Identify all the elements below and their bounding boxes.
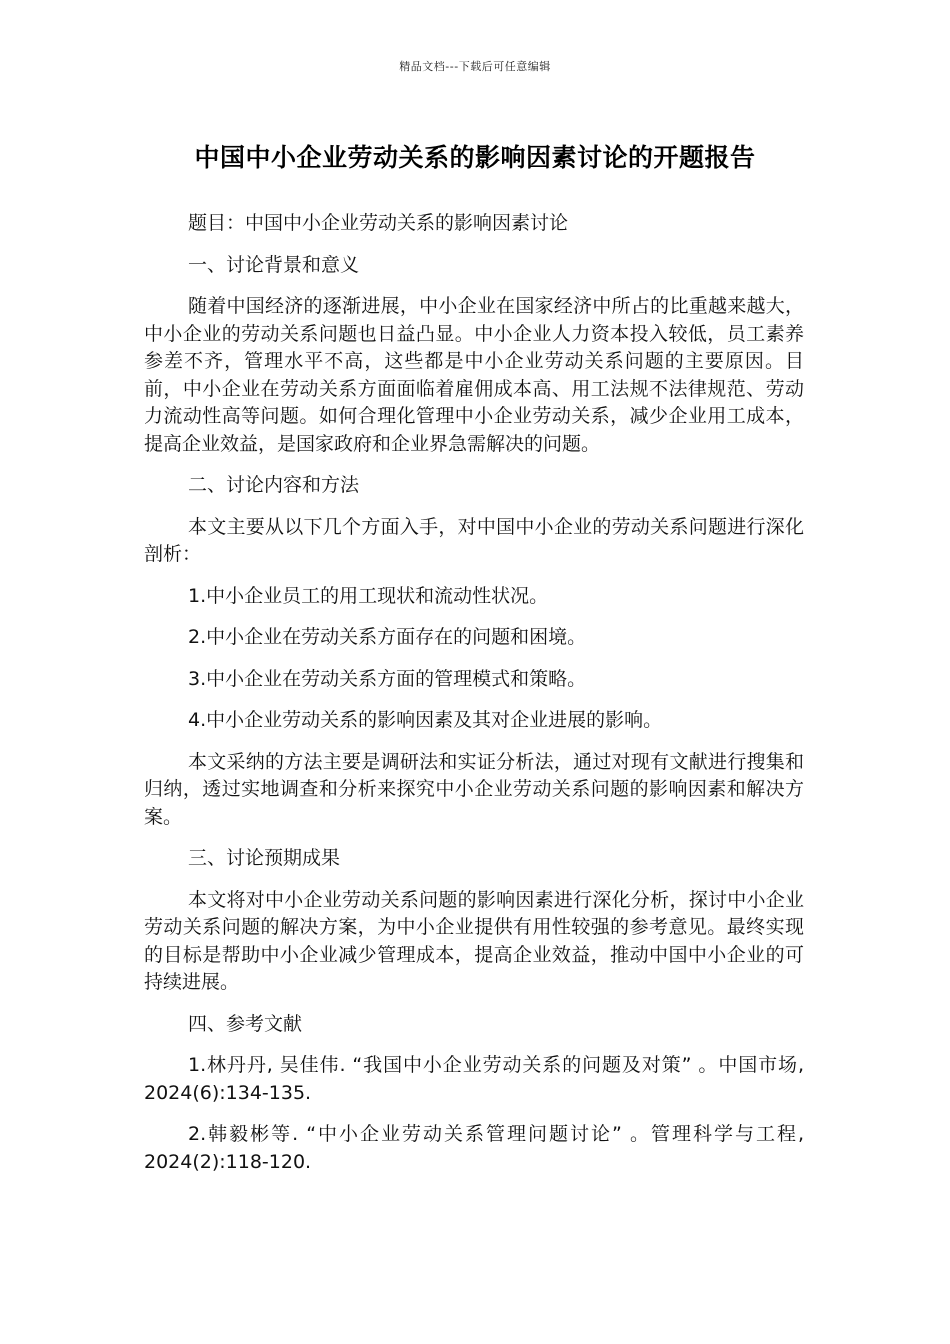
topic-line: 题目：中国中小企业劳动关系的影响因素讨论 <box>188 212 569 234</box>
header-note: 精品文档---下载后可任意编辑 <box>399 60 551 73</box>
content-item-2: 2.中小企业在劳动关系方面存在的问题和困境。 <box>188 626 587 648</box>
section-heading-expected-results: 三、讨论预期成果 <box>188 847 341 869</box>
content-item-3: 3.中小企业在劳动关系方面的管理模式和策略。 <box>188 667 587 690</box>
document-body <box>144 210 804 1190</box>
content-item-1: 1.中小企业员工的用工现状和流动性状况。 <box>188 584 549 607</box>
document-title: 中国中小企业劳动关系的影响因素讨论的开题报告 <box>194 143 756 172</box>
content-item-4: 4.中小企业劳动关系的影响因素及其对企业进展的影响。 <box>188 709 663 731</box>
content-intro-paragraph: 本文主要从以下几个方面入手，对中国中小企业的劳动关系问题进行深化剖析： <box>144 515 804 565</box>
section-heading-background: 一、讨论背景和意义 <box>188 253 360 276</box>
section-heading-references: 四、参考文献 <box>188 1012 303 1035</box>
reference-item-2: 2.韩毅彬等. “中小企业劳动关系管理问题讨论” 。管理科学与工程, 2024(2):118-120. <box>144 1123 804 1173</box>
methods-paragraph: 本文采纳的方法主要是调研法和实证分析法，通过对现有文献进行搜集和归纳，透过实地调查和分析来探究中小企业劳动关系问题的影响因素和解决方案。 <box>144 750 804 828</box>
background-paragraph: 随着中国经济的逐渐进展，中小企业在国家经济中所占的比重越来越大，中小企业的劳动关系问题也日益凸显。中小企业人力资本投入较低，员工素养参差不齐，管理水平不高，这些都是中小企业劳动关系问题的主要原因。目前，中小企业在劳动关系方面面临着雇佣成本高、用工法规不法律规范、劳动力流动性高等问题。如何合理化管理中小企业劳动关系，减少企业用工成本，提高企业效益，是国家政府和企业界急需解决的问题。 <box>144 295 804 455</box>
expected-results-paragraph: 本文将对中小企业劳动关系问题的影响因素进行深化分析，探讨中小企业劳动关系问题的解决方案，为中小企业提供有用性较强的参考意见。最终实现的目标是帮助中小企业减少管理成本，提高企业效益，推动中国中小企业的可持续进展。 <box>144 888 804 993</box>
section-heading-content-methods: 二、讨论内容和方法 <box>188 474 360 496</box>
reference-item-1: 1.林丹丹, 吴佳伟. “我国中小企业劳动关系的问题及对策” 。中国市场, 2024(6):134-135. <box>144 1054 804 1104</box>
